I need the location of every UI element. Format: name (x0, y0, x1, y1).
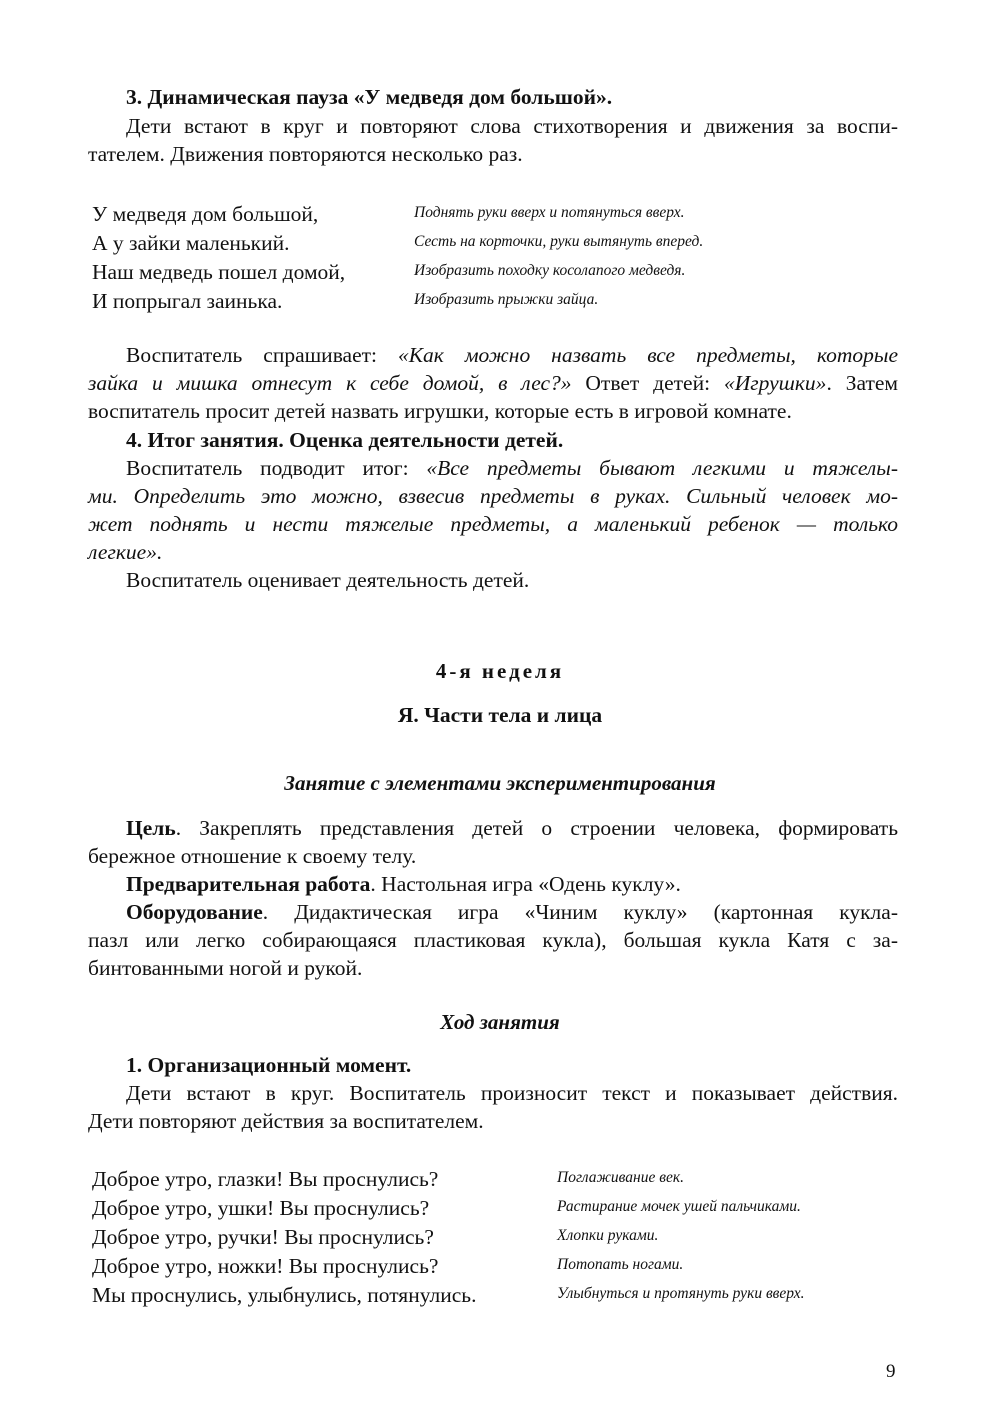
poem-action: Изобразить походку косолапого медведя. (414, 262, 686, 279)
question-line: Воспитатель спрашивает: «Как можно назвать все предметы, которые (126, 343, 899, 367)
prep-line: Предварительная работа. Настольная игра «Одень куклу». (126, 872, 681, 896)
lesson-type: Занятие с элементами экспериментирования (284, 771, 716, 795)
poem-line: И попрыгал заинька. (92, 289, 283, 313)
step-1-title: 1. Организационный момент. (126, 1053, 412, 1077)
section-3-text-line: Дети встают в круг и повторяют слова стихотворения и движения за воспи- (126, 114, 898, 138)
equipment-line: Оборудование. Дидактическая игра «Чиним куклу» (картонная кукла- (126, 900, 898, 924)
poem-line: Наш медведь пошел домой, (92, 260, 346, 284)
poem-line: Доброе утро, ушки! Вы проснулись? (92, 1196, 430, 1220)
week-heading: 4-я неделя (435, 659, 565, 683)
poem-action: Улыбнуться и протянуть руки вверх. (557, 1285, 805, 1302)
section-3-text-line: тателем. Движения повторяются несколько раз. (88, 142, 523, 166)
question-line: воспитатель просит детей назвать игрушки, которые есть в игровой комнате. (88, 399, 792, 423)
section-4-line: Воспитатель подводит итог: «Все предметы бывают легкими и тяжелы- (126, 456, 898, 480)
poem-action: Хлопки руками. (557, 1227, 659, 1244)
course-line: Дети встают в круг. Воспитатель произносит текст и показывает действия. (126, 1081, 898, 1105)
poem-line: Доброе утро, ножки! Вы проснулись? (92, 1254, 439, 1278)
poem-action: Поднять руки вверх и потянуться вверх. (414, 204, 685, 221)
poem-line: Доброе утро, ручки! Вы проснулись? (92, 1225, 434, 1249)
equipment-line: пазл или легко собирающаяся пластиковая кукла), большая кукла Катя с за- (88, 928, 898, 952)
section-4-title: 4. Итог занятия. Оценка деятельности детей. (126, 428, 564, 452)
page-number: 9 (886, 1361, 896, 1382)
section-3-title: 3. Динамическая пауза «У медведя дом большой». (126, 85, 613, 109)
poem-line: Мы проснулись, улыбнулись, потянулись. (92, 1283, 477, 1307)
section-4-line: легкие». (88, 540, 163, 564)
question-line: зайка и мишка отнесут к себе домой, в лес?» Ответ детей: «Игрушки». Затем (88, 371, 898, 395)
section-4-line: жет поднять и нести тяжелые предметы, а маленький ребенок — только (88, 512, 898, 536)
poem-line: А у зайки маленький. (92, 231, 290, 255)
poem-action: Потопать ногами. (557, 1256, 684, 1273)
goal-line: бережное отношение к своему телу. (88, 844, 417, 868)
poem-action: Поглаживание век. (557, 1169, 684, 1186)
poem-action: Изобразить прыжки зайца. (414, 291, 599, 308)
poem-action: Сесть на корточки, руки вытянуть вперед. (414, 233, 704, 250)
poem-action: Растирание мочек ушей пальчиками. (557, 1198, 801, 1215)
course-line: Дети повторяют действия за воспитателем. (88, 1109, 484, 1133)
week-topic: Я. Части тела и лица (397, 703, 603, 727)
section-4-line: ми. Определить это можно, взвесив предметы в руках. Сильный человек мо- (88, 484, 898, 508)
course-heading: Ход занятия (440, 1010, 560, 1034)
section-4-line: Воспитатель оценивает деятельность детей. (126, 568, 530, 592)
poem-line: У медведя дом большой, (92, 202, 319, 226)
goal-line: Цель. Закреплять представления детей о строении человека, формировать (126, 816, 898, 840)
equipment-line: бинтованными ногой и рукой. (88, 956, 363, 980)
poem-line: Доброе утро, глазки! Вы проснулись? (92, 1167, 439, 1191)
